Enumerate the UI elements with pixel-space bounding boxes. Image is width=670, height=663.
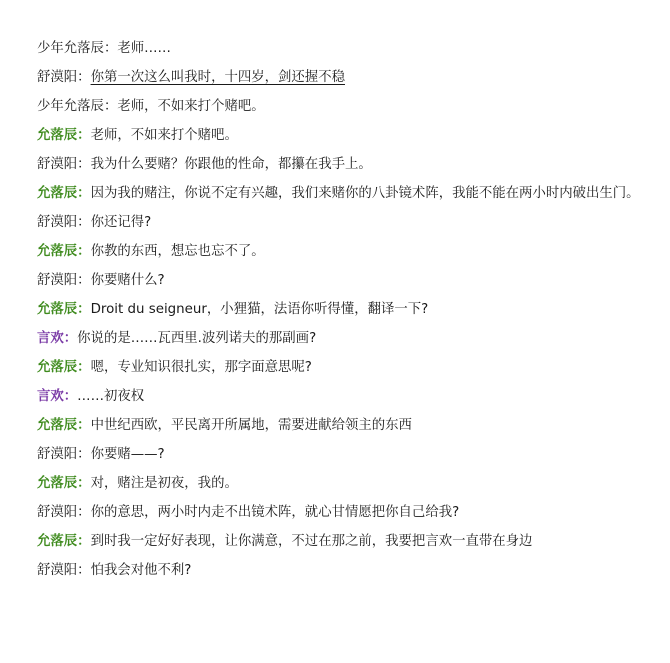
dialogue-line <box>37 440 647 469</box>
speaker-name: 舒漠阳 <box>37 215 78 230</box>
speaker-name: 言欢 <box>37 331 64 346</box>
dialogue-text: ……初夜权 <box>77 389 145 404</box>
speaker-separator: ： <box>77 186 91 201</box>
speaker-name: 允落辰 <box>37 128 78 143</box>
speaker-separator: ： <box>77 70 91 85</box>
dialogue-text: 老师，不如来打个赌吧。 <box>117 99 265 114</box>
dialogue-line <box>37 121 647 150</box>
dialogue-line <box>37 63 647 92</box>
dialogue-text: 嗯，专业知识很扎实，那字面意思呢? <box>90 360 312 375</box>
dialogue-line <box>37 92 647 121</box>
dialogue-text: 你的意思，两小时内走不出镜术阵，就心甘情愿把你自己给我? <box>90 505 460 520</box>
speaker-name: 允落辰 <box>37 360 78 375</box>
speaker-separator: ： <box>103 41 118 56</box>
dialogue-line <box>37 411 647 440</box>
speaker-separator: ： <box>103 99 118 114</box>
speaker-separator: ： <box>77 215 91 230</box>
speaker-separator: ： <box>77 476 91 491</box>
dialogue-line <box>37 556 647 585</box>
speaker-separator: ： <box>77 157 91 172</box>
dialogue-line <box>37 179 647 208</box>
dialogue-line <box>37 208 647 237</box>
dialogue-text: 你要赌——? <box>90 447 165 462</box>
speaker-separator: ： <box>77 447 91 462</box>
dialogue-line <box>37 498 647 527</box>
dialogue-text: 我为什么要赌？你跟他的性命，都攥在我手上。 <box>90 157 372 172</box>
dialogue-line <box>37 324 647 353</box>
speaker-name: 舒漠阳 <box>37 447 78 462</box>
speaker-separator: ： <box>77 360 91 375</box>
speaker-name: 舒漠阳 <box>37 273 78 288</box>
dialogue-line <box>37 150 647 179</box>
dialogue-line <box>37 353 647 382</box>
dialogue-line <box>37 382 647 411</box>
dialogue-text: 老师，不如来打个赌吧。 <box>90 128 238 143</box>
dialogue-line <box>37 34 647 63</box>
dialogue-text: 你第一次这么叫我时，十四岁，剑还握不稳 <box>90 70 345 85</box>
speaker-name: 允落辰 <box>37 302 78 317</box>
speaker-separator: ： <box>77 244 91 259</box>
speaker-name: 少年允落辰 <box>37 99 104 114</box>
speaker-name: 言欢 <box>37 389 64 404</box>
speaker-separator: ： <box>77 418 91 433</box>
dialogue-line <box>37 527 647 556</box>
speaker-separator: ： <box>77 128 91 143</box>
dialogue-line <box>37 295 647 324</box>
speaker-name: 少年允落辰 <box>37 41 104 56</box>
speaker-name: 舒漠阳 <box>37 563 78 578</box>
speaker-name: 舒漠阳 <box>37 70 78 85</box>
dialogue-text: 老师…… <box>117 41 171 56</box>
speaker-separator: ： <box>77 534 91 549</box>
speaker-separator: ： <box>77 563 91 578</box>
dialogue-line <box>37 469 647 498</box>
dialogue-text: 你还记得? <box>90 215 152 230</box>
speaker-name: 允落辰 <box>37 534 78 549</box>
speaker-name: 允落辰 <box>37 418 78 433</box>
dialogue-text: 因为我的赌注，你说不定有兴趣，我们来赌你的八卦镜术阵，我能不能在两小时内破出生门。 <box>90 186 640 201</box>
speaker-separator: ： <box>77 302 91 317</box>
speaker-separator: ： <box>77 273 91 288</box>
dialogue-text: 你教的东西，想忘也忘不了。 <box>90 244 265 259</box>
speaker-name: 允落辰 <box>37 244 78 259</box>
speaker-separator: ： <box>63 331 78 346</box>
speaker-name: 舒漠阳 <box>37 157 78 172</box>
dialogue-text: 你要赌什么? <box>90 273 165 288</box>
dialogue-text: 你说的是……瓦西里.波列诺夫的那副画? <box>77 331 317 346</box>
speaker-separator: ： <box>63 389 78 404</box>
speaker-name: 允落辰 <box>37 476 78 491</box>
speaker-name: 舒漠阳 <box>37 505 78 520</box>
speaker-name: 允落辰 <box>37 186 78 201</box>
dialogue-line <box>37 237 647 266</box>
script-document <box>37 34 647 585</box>
dialogue-text: 对，赌注是初夜，我的。 <box>90 476 238 491</box>
dialogue-text: 怕我会对他不利? <box>90 563 192 578</box>
dialogue-text: Droit du seigneur，小狸猫，法语你听得懂，翻译一下? <box>90 302 429 317</box>
speaker-separator: ： <box>77 505 91 520</box>
dialogue-text: 到时我一定好好表现，让你满意，不过在那之前，我要把言欢一直带在身边 <box>90 534 533 549</box>
dialogue-text: 中世纪西欧，平民离开所属地，需要进献给领主的东西 <box>90 418 412 433</box>
dialogue-line <box>37 266 647 295</box>
